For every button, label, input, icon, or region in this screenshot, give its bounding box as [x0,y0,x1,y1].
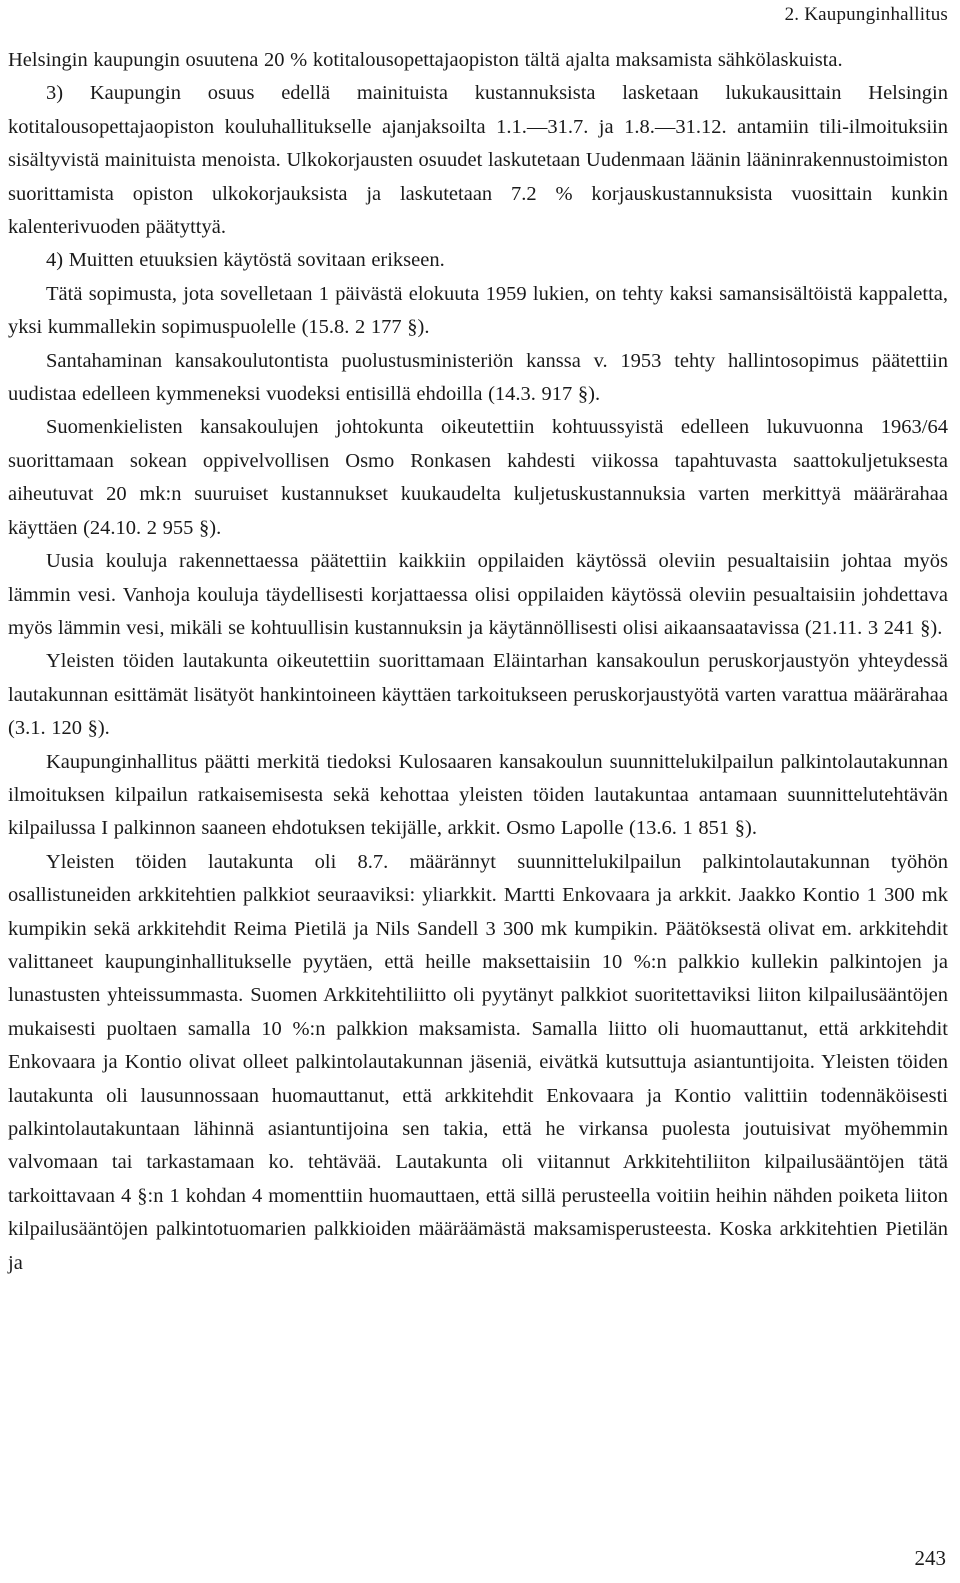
paragraph-6: Suomenkielisten kansakoulujen johtokunta oikeutettiin kohtuussyistä edelleen lukuvuonna 1963/64 suorittamaan sokean oppivelvollisen Osmo Ronkasen kahdesti viikossa tapahtuvasta saattokuljetuksesta aiheutuvat 20 mk:n suuruiset kustannukset kuukaudelta kuljetuskustannuksia varten merkittyä määrärahaa käyttäen (24.10. 2 955 §). [8,416,948,539]
paragraph-2: 3) Kaupungin osuus edellä mainituista kustannuksista lasketaan lukukausittain Helsingin kotitalousopettajaopiston kouluhallitukselle ajanjaksoilta 1.1.—31.7. ja 1.8.—31.12. antamiin tili-ilmoituksiin sisältyvistä mainituista menoista. Ulkokorjausten osuudet laskutetaan Uudenmaan läänin lääninrakennustoimiston suorittamista opiston ulkokorjauksista ja laskutetaan 7.2 % korjauskustannuksista vuosittain kunkin kalenterivuoden päätyttyä. [8,82,948,239]
paragraph-9: Kaupunginhallitus päätti merkitä tiedoksi Kulosaaren kansakoulun suunnittelukilpailun palkintolautakunnan ilmoituksen kilpailun ratkaisemisesta sekä kehottaa yleisten töiden lautakuntaa antamaan suunnittelutehtävän kilpailussa I palkinnon saaneen ehdotuksen tekijälle, arkkit. Osmo Lapolle (13.6. 1 851 §). [8,750,948,840]
paragraph-4: Tätä sopimusta, jota sovelletaan 1 päivästä elokuuta 1959 lukien, on tehty kaksi samansisältöistä kappaletta, yksi kummallekin sopimuspuolelle (15.8. 2 177 §). [8,282,948,339]
paragraph-3: 4) Muitten etuuksien käytöstä sovitaan erikseen. [46,249,445,272]
paragraph-1: Helsingin kaupungin osuutena 20 % kotitalousopettajaopiston tältä ajalta maksamista sähkölaskuista. [8,49,843,71]
paragraph-8: Yleisten töiden lautakunta oikeutettiin suorittamaan Eläintarhan kansakoulun peruskorjaustyön yhteydessä lautakunnan esittämät lisätyöt hankintoineen käyttäen tarkoitukseen peruskorjaustyötä varten varattua määrärahaa (3.1. 120 §). [8,650,948,740]
paragraph-10: Yleisten töiden lautakunta oli 8.7. määrännyt suunnittelukilpailun palkintolautakunnan työhön osallistuneiden arkkitehtien palkkiot seuraaviksi: yliarkkit. Martti Enkovaara ja arkkit. Jaakko Kontio 1 300 mk kumpikin sekä arkkitehdit Reima Pietilä ja Nils Sandell 3 300 mk kumpikin. Päätöksestä olivat em. arkkitehdit valittaneet kaupunginhallitukselle pyytäen, että heille maksettaisiin 10 %:n palkkio kullekin palkintojen ja lunastusten yhteissummasta. Suomen Arkkitehtiliitto oli pyytänyt palkkiot suoritettaviksi liiton kilpailusääntöjen mukaisesti puoltaen samalla 10 %:n palkkion maksamista. Samalla liitto oli huomauttanut, että arkkitehdit Enkovaara ja Kontio olivat olleet palkintolautakunnan jäseniä, eivätkä kutsuttuja asiantuntijoita. Yleisten töiden lautakunta oli lausunnossaan huomauttanut, että arkkitehdit Enkovaara ja Kontio valittiin todennäköisesti palkintolautakuntaan lähinnä asiantuntijoina sen takia, että he virkansa puolesta joutuisivat myöhemmin valvomaan tai tarkastamaan ko. tehtävää. Lautakunta oli viitannut Arkkitehtiliiton kilpailusääntöjen tätä tarkoittavaan 4 §:n 1 kohdan 4 momenttiin huomauttaen, että sillä perusteella voitiin heihin nähden poiketa liiton kilpailusääntöjen palkintotuomarien palkkioiden määräämästä maksamisperusteesta. Koska arkkitehtien Pietilän ja [8,850,948,1274]
page-number: 243 [914,1546,946,1570]
running-header: 2. Kaupunginhallitus [784,4,948,25]
paragraph-5: Santahaminan kansakoulutontista puolustusministeriön kanssa v. 1953 tehty hallintosopimus päätettiin uudistaa edelleen kymmeneksi vuodeksi entisillä ehdoilla (14.3. 917 §). [8,349,948,406]
paragraph-7: Uusia kouluja rakennettaessa päätettiin kaikkiin oppilaiden käytössä oleviin pesualtaisiin johtaa myös lämmin vesi. Vanhoja kouluja täydellisesti korjattaessa olisi oppilaiden käytössä oleviin pesualtaisiin johdettava myös lämmin vesi, mikäli se kohtuullisin kustannuksin ja käytännöllisesti olisi aikaansaatavissa (21.11. 3 241 §). [8,550,948,639]
page-body [8,44,948,1280]
